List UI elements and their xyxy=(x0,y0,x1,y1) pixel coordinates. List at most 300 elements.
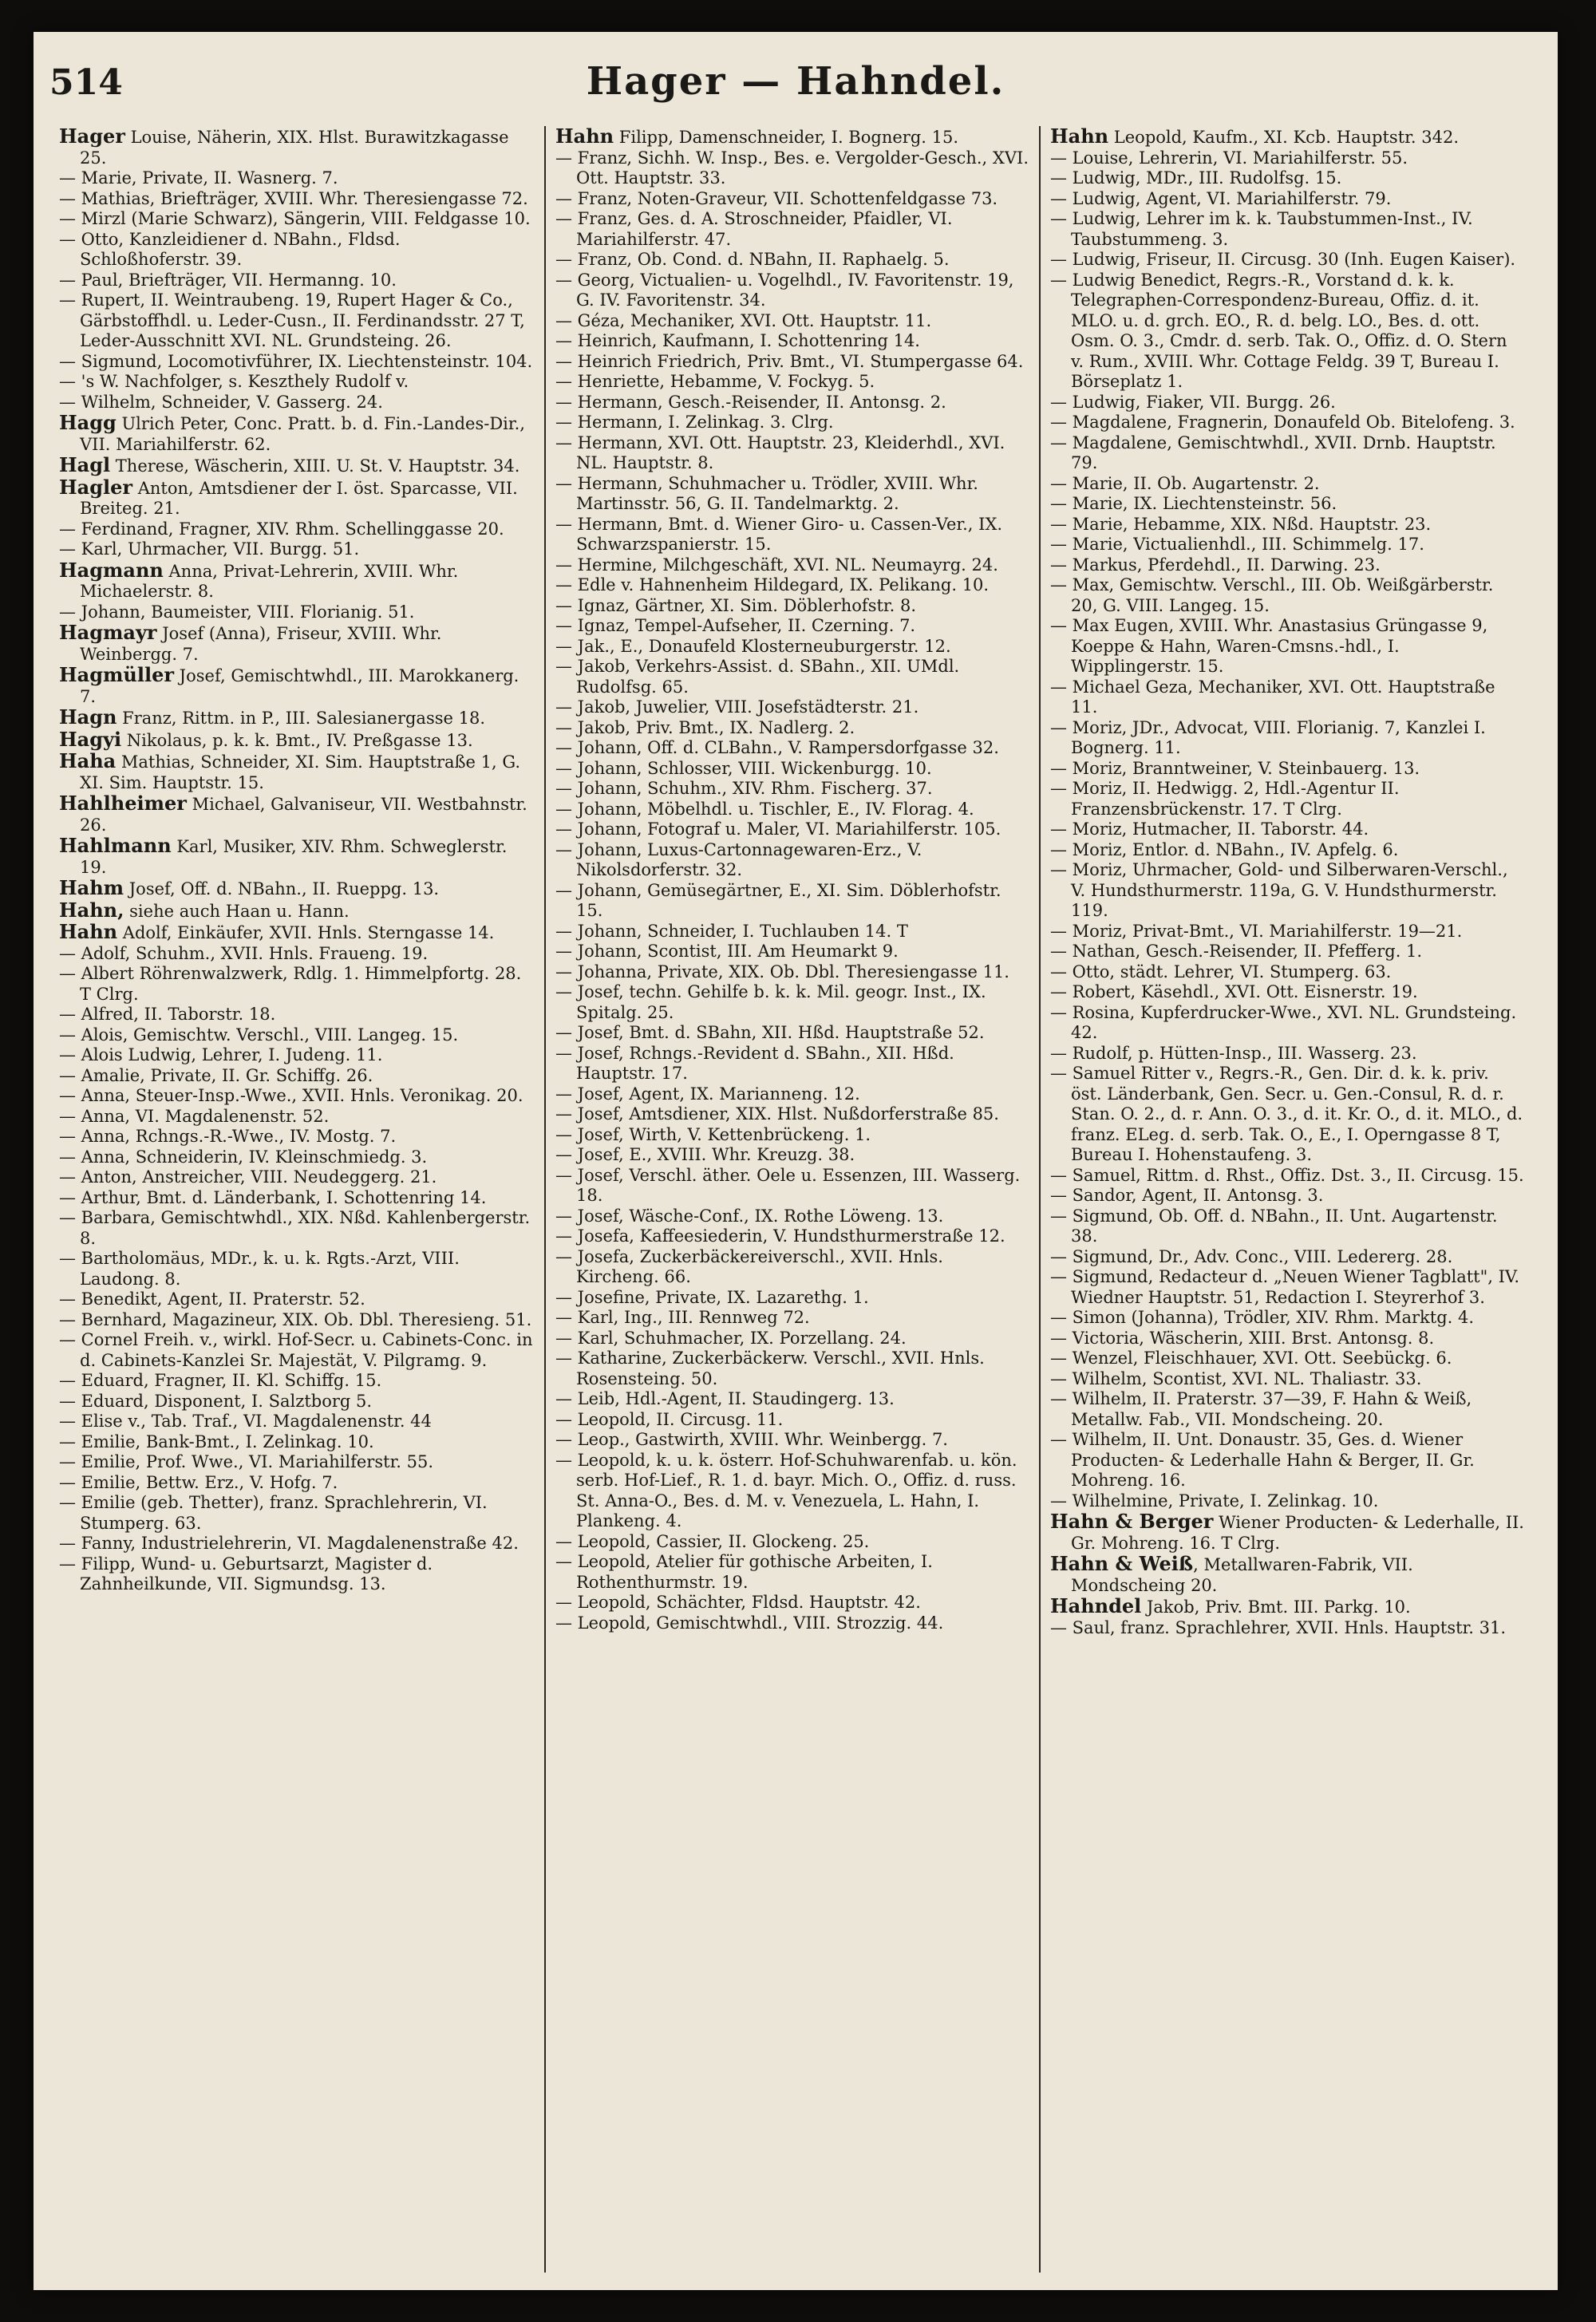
entry-text: — Moriz, Privat-Bmt., VI. Mariahilferstr. 19—21. xyxy=(1050,921,1463,941)
column-left xyxy=(49,126,544,2273)
directory-entry xyxy=(555,1206,1029,1227)
entry-text: — Nathan, Gesch.-Reisender, II. Pfefferg. 1. xyxy=(1050,942,1423,961)
entry-text: — Paul, Briefträger, VII. Hermanng. 10. xyxy=(59,270,397,290)
entry-text: — Josefa, Zuckerbäckereiverschl., XVII. Hnls. Kircheng. 66. xyxy=(555,1246,943,1286)
entry-text: — Johann, Scontist, III. Am Heumarkt 9. xyxy=(555,942,899,961)
entry-text: — Josef, E., XVIII. Whr. Kreuzg. 38. xyxy=(555,1145,855,1164)
directory-entry xyxy=(59,560,535,602)
directory-entry xyxy=(59,751,535,793)
directory-entry xyxy=(1050,759,1524,780)
entry-text: — Leopold, Atelier für gothische Arbeiten, I. Rothenthurmstr. 19. xyxy=(555,1552,933,1592)
directory-entry xyxy=(555,1349,1029,1389)
entry-text: — Sigmund, Dr., Adv. Conc., VIII. Ledererg. 28. xyxy=(1050,1246,1453,1266)
directory-entry xyxy=(59,455,535,477)
entry-text: Josef, Gemischtwhdl., III. Marokkanerg. 7. xyxy=(80,666,519,706)
directory-entry xyxy=(59,1452,535,1473)
directory-entry xyxy=(59,519,535,540)
directory-entry xyxy=(1050,942,1524,962)
entry-text: — Moriz, Hutmacher, II. Taborstr. 44. xyxy=(1050,819,1369,839)
directory-entry xyxy=(1050,168,1524,189)
directory-entry xyxy=(1050,575,1524,616)
entry-surname: Hagyi xyxy=(59,727,122,751)
directory-entry xyxy=(555,800,1029,820)
directory-entry xyxy=(1050,393,1524,413)
entry-text: — Moriz, Branntweiner, V. Steinbauerg. 13. xyxy=(1050,758,1420,778)
entry-text: — Wilhelm, II. Unt. Donaustr. 35, Ges. d. Wiener Producten- & Lederhalle Hahn & Berger, II. Gr. Mohreng. 16. xyxy=(1050,1430,1475,1490)
entry-text: Therese, Wäscherin, XIII. U. St. V. Hauptstr. 34. xyxy=(110,456,520,476)
entry-text: — Franz, Sichh. W. Insp., Bes. e. Vergolder-Gesch., XVI. Ott. Hauptstr. 33. xyxy=(555,148,1029,188)
directory-entry xyxy=(555,148,1029,189)
entry-text: — Wilhelmine, Private, I. Zelinkag. 10. xyxy=(1050,1491,1379,1510)
entry-text: — Leib, Hdl.-Agent, II. Staudingerg. 13. xyxy=(555,1389,895,1408)
directory-entry xyxy=(59,1554,535,1595)
entry-text: — Emilie, Prof. Wwe., VI. Mariahilferstr. 55. xyxy=(59,1452,434,1471)
directory-entry xyxy=(555,209,1029,250)
directory-entry xyxy=(59,189,535,210)
entry-surname: Hagler xyxy=(59,475,133,499)
entry-text: — Ludwig, Friseur, II. Circusg. 30 (Inh. Eugen Kaiser). xyxy=(1050,250,1516,269)
directory-entry xyxy=(59,1127,535,1147)
entry-text: — Wenzel, Fleischhauer, XVI. Ott. Seebückg. 6. xyxy=(1050,1349,1452,1368)
entry-surname: Haha xyxy=(59,749,117,772)
entry-surname: Hagmüller xyxy=(59,663,174,686)
entry-text: — Johann, Fotograf u. Maler, VI. Mariahilferstr. 105. xyxy=(555,819,1001,839)
entry-text: Franz, Rittm. in P., III. Salesianergasse 18. xyxy=(117,709,486,728)
entry-text: — Max Eugen, XVIII. Whr. Anastasius Grüngasse 9, Koeppe & Hahn, Waren-Cmsns.-hdl., I. Wipplingerstr. 15. xyxy=(1050,616,1488,676)
directory-entry xyxy=(555,718,1029,739)
directory-entry xyxy=(59,271,535,291)
directory-entry xyxy=(59,1473,535,1494)
directory-entry xyxy=(59,665,535,707)
directory-entry xyxy=(59,230,535,271)
directory-entry xyxy=(1050,209,1524,250)
entry-text: — Sandor, Agent, II. Antonsg. 3. xyxy=(1050,1186,1324,1205)
directory-entry xyxy=(555,474,1029,515)
entry-text: — Moriz, Uhrmacher, Gold- und Silberwaren-Verschl., V. Hundsthurmerstr. 119a, G. V. Hundsthurmerstr. 119. xyxy=(1050,860,1508,920)
directory-entry xyxy=(555,250,1029,271)
entry-text: — Johann, Gemüsegärtner, E., XI. Sim. Döblerhofstr. 15. xyxy=(555,880,1001,920)
entry-text: — Johann, Möbelhdl. u. Tischler, E., IV. Florag. 4. xyxy=(555,799,974,819)
directory-entry xyxy=(555,271,1029,311)
directory-entry xyxy=(1050,1206,1524,1247)
directory-entry xyxy=(59,602,535,623)
directory-entry xyxy=(1050,1308,1524,1329)
page-header xyxy=(34,32,1558,120)
directory-entry xyxy=(555,515,1029,555)
directory-entry xyxy=(59,1392,535,1412)
entry-text: — Leop., Gastwirth, XVIII. Whr. Weinbergg. 7. xyxy=(555,1430,948,1449)
entry-text: — Leopold, k. u. k. österr. Hof-Schuhwarenfab. u. kön. serb. Hof-Lief., R. 1. d. bayr. Mich. O., Offiz. d. russ. St. Anna-O., Bes. d. M. v. Venezuela, L. Hahn, I. Plankeng. 4. xyxy=(555,1450,1017,1530)
directory-entry xyxy=(59,1208,535,1249)
directory-entry xyxy=(59,1493,535,1534)
directory-entry xyxy=(1050,1349,1524,1369)
entry-text: — Johann, Luxus-Cartonnagewaren-Erz., V. Nikolsdorferstr. 32. xyxy=(555,839,922,879)
entry-text: — Franz, Ges. d. A. Stroschneider, Pfaidler, VI. Mariahilferstr. 47. xyxy=(555,209,953,249)
directory-entry xyxy=(1050,1329,1524,1349)
entry-text: — Wilhelm, II. Praterstr. 37—39, F. Hahn & Weiß, Metallw. Fab., VII. Mondscheing. 20. xyxy=(1050,1389,1472,1429)
entry-text: — Bernhard, Magazineur, XIX. Ob. Dbl. Theresieng. 51. xyxy=(59,1309,532,1329)
entry-surname: Hahn xyxy=(1050,126,1109,148)
directory-entry xyxy=(555,1308,1029,1329)
directory-entry xyxy=(1050,126,1524,148)
entry-text: — Johanna, Private, XIX. Ob. Dbl. Theresiengasse 11. xyxy=(555,962,1009,981)
entry-text: — Sigmund, Ob. Off. d. NBahn., II. Unt. Augartenstr. 38. xyxy=(1050,1206,1498,1246)
directory-entry xyxy=(1050,1491,1524,1512)
directory-entry xyxy=(59,477,535,519)
entry-text: — Ignaz, Tempel-Aufseher, II. Czerning. 7. xyxy=(555,616,916,635)
entry-text: — Alois Ludwig, Lehrer, I. Judeng. 11. xyxy=(59,1045,383,1064)
directory-entry xyxy=(1050,819,1524,840)
entry-text: — Wilhelm, Schneider, V. Gasserg. 24. xyxy=(59,392,383,412)
directory-entry xyxy=(59,1188,535,1209)
entry-text: — Wilhelm, Scontist, XVI. NL. Thaliastr. 33. xyxy=(1050,1368,1422,1388)
entry-text: , Metallwaren-Fabrik, VII. Mondscheing 20. xyxy=(1071,1555,1413,1595)
directory-entry xyxy=(59,1066,535,1087)
entry-text: — Hermann, I. Zelinkag. 3. Clrg. xyxy=(555,413,834,432)
directory-entry xyxy=(59,1107,535,1127)
directory-entry xyxy=(555,1247,1029,1288)
entry-surname: Hagl xyxy=(59,453,111,476)
entry-text: — Leopold, II. Circusg. 11. xyxy=(555,1409,784,1429)
entry-text: — Franz, Ob. Cond. d. NBahn, II. Raphaelg. 5. xyxy=(555,250,950,269)
directory-entry xyxy=(555,311,1029,332)
entry-text: — Eduard, Disponent, I. Salztborg 5. xyxy=(59,1391,373,1411)
directory-entry xyxy=(555,555,1029,576)
entry-text: — Josefine, Private, IX. Lazarethg. 1. xyxy=(555,1287,869,1307)
directory-entry xyxy=(59,878,535,900)
entry-text: — Josef, Rchngs.-Revident d. SBahn., XII. Hßd. Hauptstr. 17. xyxy=(555,1043,954,1083)
entry-text: — Otto, Kanzleidiener d. NBahn., Fldsd. Schloßhoferstr. 39. xyxy=(59,229,401,269)
directory-entry xyxy=(1050,1044,1524,1064)
entry-text: — Michael Geza, Mechaniker, XVI. Ott. Hauptstraße 11. xyxy=(1050,677,1495,717)
entry-text: — Ludwig, Lehrer im k. k. Taubstummen-Inst., IV. Taubstummeng. 3. xyxy=(1050,209,1473,249)
entry-text: — Heinrich Friedrich, Priv. Bmt., VI. Stumpergasse 64. xyxy=(555,351,1024,371)
entry-text: Adolf, Einkäufer, XVII. Hnls. Sterngasse 14. xyxy=(117,923,495,942)
entry-columns xyxy=(49,126,1534,2273)
entry-text: — Karl, Ing., III. Rennweg 72. xyxy=(555,1308,810,1327)
entry-surname: Hagmann xyxy=(59,558,164,582)
directory-entry xyxy=(555,596,1029,617)
entry-surname: Hahlmann xyxy=(59,834,172,857)
entry-text: — Hermann, XVI. Ott. Hauptstr. 23, Kleiderhdl., XVI. NL. Hauptstr. 8. xyxy=(555,432,1005,472)
directory-entry xyxy=(1050,1596,1524,1618)
entry-text: — Magdalene, Gemischtwhdl., XVII. Drnb. Hauptstr. 79. xyxy=(1050,432,1496,472)
entry-text: — Leopold, Schächter, Fldsd. Hauptstr. 42. xyxy=(555,1593,921,1612)
directory-entry xyxy=(555,819,1029,840)
entry-text: — Robert, Käsehdl., XVI. Ott. Eisnerstr. 19. xyxy=(1050,982,1418,1001)
column-middle xyxy=(544,126,1039,2273)
entry-text: — Edle v. Hahnenheim Hildegard, IX. Pelikang. 10. xyxy=(555,575,990,594)
entry-text: — Ignaz, Gärtner, XI. Sim. Döblerhofstr. 8. xyxy=(555,595,917,615)
directory-entry xyxy=(555,413,1029,433)
entry-surname: Hahn & Weiß xyxy=(1050,1552,1194,1575)
directory-entry xyxy=(555,575,1029,596)
entry-surname: Hahlheimer xyxy=(59,792,187,815)
entry-surname: Hahn & Berger xyxy=(1050,1510,1214,1533)
directory-entry xyxy=(1050,189,1524,210)
directory-entry xyxy=(1050,413,1524,433)
entry-text: — Magdalene, Fragnerin, Donaufeld Ob. Bitelofeng. 3. xyxy=(1050,413,1515,432)
entry-text: Anton, Amtsdiener der I. öst. Sparcasse, VII. Breiteg. 21. xyxy=(80,478,518,518)
directory-entry xyxy=(59,290,535,352)
directory-entry xyxy=(555,1044,1029,1084)
entry-text: Michael, Galvaniseur, VII. Westbahnstr. 26. xyxy=(80,795,527,835)
directory-entry xyxy=(1050,494,1524,515)
entry-text: — Jakob, Priv. Bmt., IX. Nadlerg. 2. xyxy=(555,717,855,737)
entry-text: — Otto, städt. Lehrer, VI. Stumperg. 63. xyxy=(1050,962,1392,981)
directory-entry xyxy=(1050,1003,1524,1044)
directory-entry xyxy=(59,209,535,230)
entry-surname: Hahn xyxy=(555,126,614,148)
entry-text: — Karl, Schuhmacher, IX. Porzellang. 24. xyxy=(555,1328,907,1348)
directory-entry xyxy=(1050,1186,1524,1206)
entry-text: — Albert Röhrenwalzwerk, Rdlg. 1. Himmelpfortg. 28. T Clrg. xyxy=(59,964,522,1004)
entry-text: — Johann, Baumeister, VIII. Florianig. 51. xyxy=(59,602,415,622)
entry-text: — Sigmund, Redacteur d. „Neuen Wiener Tagblatt", IV. Wiedner Hauptstr. 51, Redaction I. Steyrerhof 3. xyxy=(1050,1267,1520,1307)
entry-text: Karl, Musiker, XIV. Rhm. Schweglerstr. 19. xyxy=(80,837,508,877)
entry-text: — Johann, Schneider, I. Tuchlauben 14. T xyxy=(555,921,908,941)
directory-entry xyxy=(555,1593,1029,1613)
directory-entry xyxy=(555,840,1029,881)
entry-text: — Josef, Verschl. äther. Oele u. Essenzen, III. Wasserg. 18. xyxy=(555,1165,1021,1205)
directory-entry xyxy=(555,1104,1029,1125)
entry-text: — Johann, Schlosser, VIII. Wickenburgg. 10. xyxy=(555,758,932,778)
entry-text: — Henriette, Hebamme, V. Fockyg. 5. xyxy=(555,372,875,391)
entry-text: — Samuel, Rittm. d. Rhst., Offiz. Dst. 3., II. Circusg. 15. xyxy=(1050,1165,1524,1185)
directory-entry xyxy=(59,126,535,168)
directory-entry xyxy=(59,413,535,455)
directory-entry xyxy=(1050,677,1524,718)
directory-entry xyxy=(555,1226,1029,1247)
directory-entry xyxy=(1050,1430,1524,1491)
entry-text: — Moriz, Entlor. d. NBahn., IV. Apfelg. 6. xyxy=(1050,839,1399,859)
entry-text: — Franz, Noten-Graveur, VII. Schottenfeldgasse 73. xyxy=(555,188,998,208)
directory-entry xyxy=(1050,148,1524,169)
directory-entry xyxy=(555,779,1029,800)
entry-text: — Hermann, Gesch.-Reisender, II. Antonsg. 2. xyxy=(555,392,946,412)
entry-text: Louise, Näherin, XIX. Hlst. Burawitzkagasse 25. xyxy=(80,128,509,168)
directory-entry xyxy=(555,352,1029,373)
entry-text: — Anton, Anstreicher, VIII. Neudeggerg. 21. xyxy=(59,1167,437,1187)
directory-entry xyxy=(1050,1267,1524,1308)
directory-entry xyxy=(59,1371,535,1392)
directory-entry xyxy=(1050,555,1524,576)
directory-entry xyxy=(555,1288,1029,1309)
entry-text: — Louise, Lehrerin, VI. Mariahilferstr. 55. xyxy=(1050,148,1408,168)
directory-entry xyxy=(555,922,1029,942)
directory-entry xyxy=(1050,433,1524,474)
entry-text: — Alfred, II. Taborstr. 18. xyxy=(59,1005,276,1024)
entry-text: Josef (Anna), Friseur, XVIII. Whr. Weinbergg. 7. xyxy=(80,624,442,664)
directory-entry xyxy=(59,835,535,878)
directory-entry xyxy=(59,1310,535,1331)
directory-entry xyxy=(59,622,535,665)
page-number: 514 xyxy=(49,62,123,103)
directory-entry xyxy=(555,393,1029,413)
directory-entry xyxy=(1050,250,1524,271)
directory-entry xyxy=(1050,271,1524,393)
directory-entry xyxy=(555,697,1029,718)
directory-entry xyxy=(555,759,1029,780)
entry-text: — Alois, Gemischtw. Verschl., VIII. Langeg. 15. xyxy=(59,1025,459,1045)
directory-entry xyxy=(1050,1369,1524,1390)
directory-entry xyxy=(1050,1618,1524,1639)
directory-entry xyxy=(59,1289,535,1310)
directory-entry xyxy=(555,1329,1029,1349)
directory-entry xyxy=(555,331,1029,352)
entry-text: — Marie, IX. Liechtensteinstr. 56. xyxy=(1050,494,1337,513)
entry-text: Josef, Off. d. NBahn., II. Rueppg. 13. xyxy=(124,879,440,898)
entry-text: — Mathias, Briefträger, XVIII. Whr. Theresiengasse 72. xyxy=(59,188,528,208)
directory-entry xyxy=(555,1023,1029,1044)
entry-text: — Hermine, Milchgeschäft, XVI. NL. Neumayrg. 24. xyxy=(555,555,998,575)
entry-text: Mathias, Schneider, XI. Sim. Hauptstraße 1, G. XI. Sim. Hauptstr. 15. xyxy=(80,752,521,792)
directory-entry xyxy=(59,1147,535,1168)
directory-entry xyxy=(59,1330,535,1371)
entry-text: — Arthur, Bmt. d. Länderbank, I. Schottenring 14. xyxy=(59,1187,487,1207)
directory-entry xyxy=(555,1430,1029,1451)
entry-text: — Rupert, II. Weintraubeng. 19, Rupert Hager & Co., Gärbstoffhdl. u. Leder-Cusn., II. Ferdinandsstr. 27 T, Leder-Ausschnitt XVI. NL. Grundsteing. 26. xyxy=(59,290,525,350)
entry-text: — Moriz, JDr., Advocat, VIII. Florianig. 7, Kanzlei I. Bognerg. 11. xyxy=(1050,717,1486,757)
entry-text: — Anna, Schneiderin, IV. Kleinschmiedg. 3. xyxy=(59,1147,428,1167)
entry-text: — Moriz, II. Hedwigg. 2, Hdl.-Agentur II. Franzensbrückenstr. 17. T Clrg. xyxy=(1050,779,1400,819)
directory-entry xyxy=(59,352,535,373)
directory-entry xyxy=(555,1552,1029,1593)
directory-entry xyxy=(1050,779,1524,819)
entry-text: — Marie, Victualienhdl., III. Schimmelg. 17. xyxy=(1050,535,1424,554)
directory-entry xyxy=(1050,718,1524,759)
directory-entry xyxy=(59,1045,535,1066)
entry-text: — Georg, Victualien- u. Vogelhdl., IV. Favoritenstr. 19, G. IV. Favoritenstr. 34. xyxy=(555,270,1014,310)
entry-text: — Marie, II. Ob. Augartenstr. 2. xyxy=(1050,473,1320,493)
entry-text: — Amalie, Private, II. Gr. Schiffg. 26. xyxy=(59,1065,373,1085)
directory-entry xyxy=(1050,515,1524,535)
entry-text: — Ferdinand, Fragner, XIV. Rhm. Schellinggasse 20. xyxy=(59,519,504,539)
entry-text: — Markus, Pferdehdl., II. Darwing. 23. xyxy=(1050,555,1381,575)
directory-entry xyxy=(555,982,1029,1023)
entry-text: — Adolf, Schuhm., XVII. Hnls. Fraueng. 19. xyxy=(59,943,429,963)
directory-entry xyxy=(555,126,1029,148)
directory-entry xyxy=(1050,1166,1524,1187)
entry-surname: Hagn xyxy=(59,705,117,729)
entry-text: — Fanny, Industrielehrerin, VI. Magdalenenstraße 42. xyxy=(59,1534,519,1553)
directory-entry xyxy=(555,372,1029,393)
directory-entry xyxy=(1050,616,1524,677)
directory-entry xyxy=(59,944,535,965)
entry-surname: Hagmayr xyxy=(59,621,157,644)
directory-entry xyxy=(555,616,1029,637)
entry-text: — Max, Gemischtw. Verschl., III. Ob. Weißgärberstr. 20, G. VIII. Langeg. 15. xyxy=(1050,575,1494,615)
entry-surname: Hahm xyxy=(59,876,124,899)
entry-text: — Jak., E., Donaufeld Klosterneuburgerstr. 12. xyxy=(555,636,951,656)
entry-text: — Leopold, Gemischtwhdl., VIII. Strozzig. 44. xyxy=(555,1613,944,1633)
entry-text: — Benedikt, Agent, II. Praterstr. 52. xyxy=(59,1289,365,1309)
entry-surname: Hahn, xyxy=(59,898,124,922)
directory-entry xyxy=(1050,1389,1524,1430)
entry-text: — Mirzl (Marie Schwarz), Sängerin, VIII. Feldgasse 10. xyxy=(59,209,531,228)
directory-entry xyxy=(1050,860,1524,922)
directory-entry xyxy=(1050,474,1524,495)
entry-text: — Samuel Ritter v., Regrs.-R., Gen. Dir. d. k. k. priv. öst. Länderbank, Gen. Secr. u. Gen.-Consul, R. d. r. Stan. O. 2., d. r. Ann. O. 3., d. it. Kr. O., d. it. MLO., d. franz. ELeg. d. serb. Tak. O., E., I. Operngasse 8 T, Bureau I. Hohenstaufeng. 3. xyxy=(1050,1064,1523,1164)
directory-entry xyxy=(1050,1064,1524,1166)
entry-text: — Géza, Mechaniker, XVI. Ott. Hauptstr. 11. xyxy=(555,310,932,330)
entry-text: — Josef, Wirth, V. Kettenbrückeng. 1. xyxy=(555,1124,871,1144)
entry-text: — Emilie, Bank-Bmt., I. Zelinkag. 10. xyxy=(59,1432,374,1451)
entry-text: — Josef, Agent, IX. Marianneng. 12. xyxy=(555,1084,860,1104)
entry-text: — Ludwig, MDr., III. Rudolfsg. 15. xyxy=(1050,168,1342,188)
directory-entry xyxy=(555,1410,1029,1431)
entry-text: — 's W. Nachfolger, s. Keszthely Rudolf v. xyxy=(59,372,409,391)
directory-entry xyxy=(555,657,1029,697)
directory-entry xyxy=(1050,1554,1524,1596)
entry-text: — Anna, VI. Magdalenenstr. 52. xyxy=(59,1106,330,1126)
directory-entry xyxy=(555,942,1029,962)
directory-entry xyxy=(59,1086,535,1107)
entry-text: siehe auch Haan u. Hann. xyxy=(124,901,350,921)
entry-text: — Karl, Uhrmacher, VII. Burgg. 51. xyxy=(59,539,360,559)
directory-entry xyxy=(59,922,535,944)
entry-text: — Filipp, Wund- u. Geburtsarzt, Magister d. Zahnheilkunde, VII. Sigmundsg. 13. xyxy=(59,1554,433,1593)
entry-text: — Sigmund, Locomotivführer, IX. Liechtensteinstr. 104. xyxy=(59,351,533,371)
entry-surname: Hager xyxy=(59,126,125,148)
entry-surname: Hahndel xyxy=(1050,1594,1142,1617)
directory-entry xyxy=(555,433,1029,474)
directory-entry xyxy=(1050,962,1524,983)
entry-text: — Josef, Wäsche-Conf., IX. Rothe Löweng. 13. xyxy=(555,1206,944,1226)
entry-text: — Marie, Hebamme, XIX. Nßd. Hauptstr. 23. xyxy=(1050,514,1432,534)
entry-text: — Emilie (geb. Thetter), franz. Sprachlehrerin, VI. Stumperg. 63. xyxy=(59,1493,488,1533)
column-right xyxy=(1039,126,1534,2273)
directory-entry xyxy=(555,1613,1029,1634)
directory-entry xyxy=(1050,922,1524,942)
directory-entry xyxy=(555,637,1029,658)
directory-entry xyxy=(555,1084,1029,1105)
entry-text: — Eduard, Fragner, II. Kl. Schiffg. 15. xyxy=(59,1371,382,1390)
entry-text: — Rudolf, p. Hütten-Insp., III. Wasserg. 23. xyxy=(1050,1043,1417,1063)
entry-text: Leopold, Kaufm., XI. Kcb. Hauptstr. 342. xyxy=(1108,128,1459,147)
entry-surname: Hagg xyxy=(59,411,117,434)
directory-entry xyxy=(555,1389,1029,1410)
directory-entry xyxy=(1050,1247,1524,1268)
directory-entry xyxy=(555,962,1029,983)
entry-text: — Heinrich, Kaufmann, I. Schottenring 14. xyxy=(555,331,920,350)
entry-text: — Josef, Bmt. d. SBahn, XII. Hßd. Hauptstraße 52. xyxy=(555,1023,985,1042)
entry-text: — Katharine, Zuckerbäckerw. Verschl., XVII. Hnls. Rosensteing. 50. xyxy=(555,1349,985,1388)
entry-text: — Josefa, Kaffeesiederin, V. Hundsthurmerstraße 12. xyxy=(555,1226,1005,1246)
entry-text: Ulrich Peter, Conc. Pratt. b. d. Fin.-Landes-Dir., VII. Mariahilferstr. 62. xyxy=(80,414,525,454)
entry-text: — Ludwig, Agent, VI. Mariahilferstr. 79. xyxy=(1050,188,1392,208)
entry-text: — Anna, Rchngs.-R.-Wwe., IV. Mostg. 7. xyxy=(59,1127,397,1146)
directory-entry xyxy=(555,1125,1029,1146)
directory-page xyxy=(34,32,1558,2290)
directory-entry xyxy=(59,1412,535,1432)
entry-text: Wiener Producten- & Lederhalle, II. Gr. Mohreng. 16. T Clrg. xyxy=(1071,1513,1524,1553)
directory-entry xyxy=(555,1532,1029,1553)
entry-text: — Simon (Johanna), Trödler, XIV. Rhm. Marktg. 4. xyxy=(1050,1308,1475,1327)
directory-entry xyxy=(59,1534,535,1554)
directory-entry xyxy=(1050,1511,1524,1554)
entry-text: Filipp, Damenschneider, I. Bognerg. 15. xyxy=(614,128,959,147)
directory-entry xyxy=(59,168,535,189)
directory-entry xyxy=(555,189,1029,210)
entry-text: — Elise v., Tab. Traf., VI. Magdalenenstr. 44 xyxy=(59,1412,432,1431)
directory-entry xyxy=(59,539,535,560)
directory-entry xyxy=(59,964,535,1005)
directory-entry xyxy=(59,900,535,922)
directory-entry xyxy=(59,393,535,413)
entry-text: — Jakob, Verkehrs-Assist. d. SBahn., XII. UMdl. Rudolfsg. 65. xyxy=(555,657,960,697)
directory-entry xyxy=(59,1432,535,1453)
